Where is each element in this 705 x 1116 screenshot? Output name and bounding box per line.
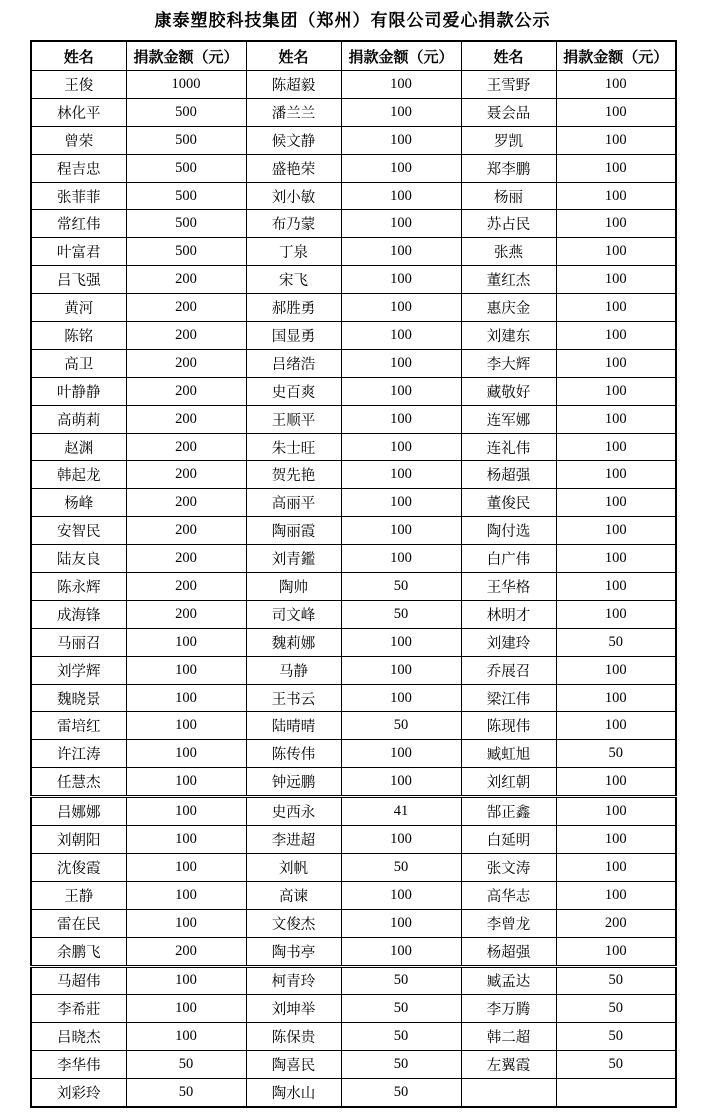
amount-cell: 1000 xyxy=(126,71,246,99)
table-row xyxy=(31,266,676,294)
name-cell: 吕绪浩 xyxy=(246,349,341,377)
name-cell: 臧虹旭 xyxy=(461,740,556,768)
amount-cell: 100 xyxy=(126,628,246,656)
table-row xyxy=(31,937,676,966)
donation-table-header xyxy=(31,41,676,71)
table-row xyxy=(31,182,676,210)
header-name-3: 姓名 xyxy=(461,41,556,71)
table-row xyxy=(31,966,676,995)
amount-cell: 200 xyxy=(126,545,246,573)
name-cell: 雷在民 xyxy=(31,909,126,937)
name-cell: 国显勇 xyxy=(246,322,341,350)
amount-cell: 100 xyxy=(341,294,461,322)
name-cell: 白广伟 xyxy=(461,545,556,573)
amount-cell: 50 xyxy=(341,712,461,740)
amount-cell: 100 xyxy=(556,826,676,854)
amount-cell: 100 xyxy=(556,98,676,126)
name-cell: 陶付选 xyxy=(461,517,556,545)
name-cell: 李华伟 xyxy=(31,1051,126,1079)
table-row xyxy=(31,712,676,740)
name-cell: 吕娜娜 xyxy=(31,797,126,826)
table-row xyxy=(31,1079,676,1107)
amount-cell: 100 xyxy=(126,684,246,712)
name-cell: 连礼伟 xyxy=(461,433,556,461)
name-cell: 郑李鹏 xyxy=(461,154,556,182)
name-cell: 杨丽 xyxy=(461,182,556,210)
name-cell: 潘兰兰 xyxy=(246,98,341,126)
name-cell: 魏莉娜 xyxy=(246,628,341,656)
amount-cell: 50 xyxy=(556,995,676,1023)
header-name-1: 姓名 xyxy=(31,41,126,71)
amount-cell: 50 xyxy=(556,1023,676,1051)
table-row xyxy=(31,461,676,489)
name-cell: 陈超毅 xyxy=(246,71,341,99)
header-name-2: 姓名 xyxy=(246,41,341,71)
table-row xyxy=(31,98,676,126)
amount-cell: 50 xyxy=(341,1023,461,1051)
name-cell: 刘红朝 xyxy=(461,768,556,797)
amount-cell: 100 xyxy=(556,712,676,740)
amount-cell: 100 xyxy=(126,656,246,684)
amount-cell: 100 xyxy=(341,377,461,405)
name-cell xyxy=(461,1079,556,1107)
name-cell: 赵渊 xyxy=(31,433,126,461)
amount-cell: 200 xyxy=(126,937,246,966)
donation-table xyxy=(30,40,677,1108)
amount-cell: 50 xyxy=(556,740,676,768)
name-cell: 刘坤举 xyxy=(246,995,341,1023)
name-cell: 藏敬好 xyxy=(461,377,556,405)
name-cell: 文俊杰 xyxy=(246,909,341,937)
name-cell: 李万腾 xyxy=(461,995,556,1023)
name-cell: 聂会品 xyxy=(461,98,556,126)
table-row xyxy=(31,881,676,909)
table-row xyxy=(31,826,676,854)
name-cell: 钟远鹏 xyxy=(246,768,341,797)
table-row xyxy=(31,656,676,684)
name-cell: 魏晓景 xyxy=(31,684,126,712)
name-cell: 林明才 xyxy=(461,600,556,628)
amount-cell: 200 xyxy=(126,489,246,517)
name-cell: 王顺平 xyxy=(246,405,341,433)
name-cell: 罗凯 xyxy=(461,126,556,154)
table-row xyxy=(31,909,676,937)
name-cell: 董俊民 xyxy=(461,489,556,517)
amount-cell: 100 xyxy=(556,322,676,350)
amount-cell: 100 xyxy=(126,909,246,937)
name-cell: 马超伟 xyxy=(31,966,126,995)
amount-cell: 100 xyxy=(556,461,676,489)
table-row xyxy=(31,768,676,797)
amount-cell: 50 xyxy=(341,995,461,1023)
amount-cell: 100 xyxy=(126,1023,246,1051)
amount-cell: 50 xyxy=(126,1051,246,1079)
name-cell: 杨峰 xyxy=(31,489,126,517)
amount-cell: 100 xyxy=(341,71,461,99)
amount-cell: 100 xyxy=(341,740,461,768)
amount-cell: 100 xyxy=(556,600,676,628)
amount-cell: 100 xyxy=(556,294,676,322)
name-cell: 林化平 xyxy=(31,98,126,126)
amount-cell: 100 xyxy=(556,182,676,210)
name-cell: 宋飞 xyxy=(246,266,341,294)
name-cell: 李大辉 xyxy=(461,349,556,377)
amount-cell: 100 xyxy=(341,881,461,909)
name-cell: 刘小敏 xyxy=(246,182,341,210)
name-cell: 陶帅 xyxy=(246,573,341,601)
page-title: 康泰塑胶科技集团（郑州）有限公司爱心捐款公示 xyxy=(154,11,551,30)
name-cell: 刘青鑑 xyxy=(246,545,341,573)
amount-cell: 200 xyxy=(126,433,246,461)
name-cell: 刘帆 xyxy=(246,853,341,881)
amount-cell: 100 xyxy=(126,995,246,1023)
amount-cell: 200 xyxy=(126,349,246,377)
amount-cell: 200 xyxy=(126,294,246,322)
amount-cell: 100 xyxy=(341,349,461,377)
table-row xyxy=(31,238,676,266)
amount-cell: 200 xyxy=(126,405,246,433)
table-row xyxy=(31,545,676,573)
table-row xyxy=(31,1051,676,1079)
amount-cell: 50 xyxy=(556,1051,676,1079)
name-cell: 郜正鑫 xyxy=(461,797,556,826)
name-cell: 刘建玲 xyxy=(461,628,556,656)
amount-cell xyxy=(556,1079,676,1107)
name-cell: 梁江伟 xyxy=(461,684,556,712)
name-cell: 常红伟 xyxy=(31,210,126,238)
amount-cell: 100 xyxy=(341,489,461,517)
amount-cell: 100 xyxy=(341,909,461,937)
header-row xyxy=(31,41,676,71)
amount-cell: 500 xyxy=(126,182,246,210)
table-row xyxy=(31,600,676,628)
amount-cell: 100 xyxy=(556,489,676,517)
table-row xyxy=(31,322,676,350)
amount-cell: 50 xyxy=(341,600,461,628)
name-cell: 杨超强 xyxy=(461,937,556,966)
table-row xyxy=(31,433,676,461)
amount-cell: 100 xyxy=(126,740,246,768)
amount-cell: 41 xyxy=(341,797,461,826)
amount-cell: 100 xyxy=(341,322,461,350)
amount-cell: 100 xyxy=(556,238,676,266)
donation-table-body xyxy=(31,71,676,1107)
name-cell: 陈现伟 xyxy=(461,712,556,740)
name-cell: 陶丽霞 xyxy=(246,517,341,545)
amount-cell: 100 xyxy=(556,210,676,238)
name-cell: 曾荣 xyxy=(31,126,126,154)
name-cell: 张菲菲 xyxy=(31,182,126,210)
amount-cell: 200 xyxy=(556,909,676,937)
amount-cell: 100 xyxy=(126,881,246,909)
name-cell: 沈俊霞 xyxy=(31,853,126,881)
amount-cell: 100 xyxy=(341,405,461,433)
amount-cell: 50 xyxy=(341,853,461,881)
amount-cell: 500 xyxy=(126,154,246,182)
name-cell: 朱士旺 xyxy=(246,433,341,461)
name-cell: 高华志 xyxy=(461,881,556,909)
table-row xyxy=(31,740,676,768)
name-cell: 马静 xyxy=(246,656,341,684)
amount-cell: 100 xyxy=(556,853,676,881)
name-cell: 陶书亭 xyxy=(246,937,341,966)
name-cell: 郝胜勇 xyxy=(246,294,341,322)
name-cell: 布乃蒙 xyxy=(246,210,341,238)
name-cell: 王书云 xyxy=(246,684,341,712)
amount-cell: 100 xyxy=(341,768,461,797)
name-cell: 刘朝阳 xyxy=(31,826,126,854)
amount-cell: 500 xyxy=(126,98,246,126)
table-row xyxy=(31,573,676,601)
name-cell: 许江涛 xyxy=(31,740,126,768)
name-cell: 程吉忠 xyxy=(31,154,126,182)
name-cell: 连军娜 xyxy=(461,405,556,433)
amount-cell: 100 xyxy=(556,797,676,826)
name-cell: 王华格 xyxy=(461,573,556,601)
name-cell: 陈保贵 xyxy=(246,1023,341,1051)
name-cell: 杨超强 xyxy=(461,461,556,489)
name-cell: 贺先艳 xyxy=(246,461,341,489)
amount-cell: 100 xyxy=(126,768,246,797)
table-row xyxy=(31,684,676,712)
table-row xyxy=(31,489,676,517)
amount-cell: 100 xyxy=(556,266,676,294)
table-row xyxy=(31,377,676,405)
amount-cell: 50 xyxy=(556,628,676,656)
amount-cell: 100 xyxy=(556,881,676,909)
name-cell: 余鹏飞 xyxy=(31,937,126,966)
amount-cell: 100 xyxy=(556,433,676,461)
name-cell: 白延明 xyxy=(461,826,556,854)
name-cell: 韩起龙 xyxy=(31,461,126,489)
amount-cell: 100 xyxy=(341,461,461,489)
name-cell: 刘建东 xyxy=(461,322,556,350)
amount-cell: 100 xyxy=(341,98,461,126)
name-cell: 李进超 xyxy=(246,826,341,854)
name-cell: 候文静 xyxy=(246,126,341,154)
amount-cell: 100 xyxy=(341,154,461,182)
name-cell: 王俊 xyxy=(31,71,126,99)
amount-cell: 500 xyxy=(126,210,246,238)
amount-cell: 200 xyxy=(126,517,246,545)
amount-cell: 100 xyxy=(341,210,461,238)
table-row xyxy=(31,349,676,377)
amount-cell: 100 xyxy=(556,937,676,966)
name-cell: 陶水山 xyxy=(246,1079,341,1107)
amount-cell: 100 xyxy=(556,154,676,182)
name-cell: 吕晓杰 xyxy=(31,1023,126,1051)
name-cell: 史百爽 xyxy=(246,377,341,405)
name-cell: 陶喜民 xyxy=(246,1051,341,1079)
amount-cell: 100 xyxy=(341,826,461,854)
name-cell: 陈铭 xyxy=(31,322,126,350)
amount-cell: 100 xyxy=(126,797,246,826)
amount-cell: 100 xyxy=(556,656,676,684)
name-cell: 柯青玲 xyxy=(246,966,341,995)
table-row xyxy=(31,154,676,182)
table-row xyxy=(31,294,676,322)
name-cell: 成海锋 xyxy=(31,600,126,628)
amount-cell: 50 xyxy=(126,1079,246,1107)
amount-cell: 100 xyxy=(341,545,461,573)
amount-cell: 100 xyxy=(341,238,461,266)
amount-cell: 100 xyxy=(126,853,246,881)
name-cell: 惠庆金 xyxy=(461,294,556,322)
name-cell: 韩二超 xyxy=(461,1023,556,1051)
name-cell: 吕飞强 xyxy=(31,266,126,294)
amount-cell: 500 xyxy=(126,238,246,266)
name-cell: 张燕 xyxy=(461,238,556,266)
amount-cell: 50 xyxy=(341,966,461,995)
table-row xyxy=(31,126,676,154)
amount-cell: 100 xyxy=(341,656,461,684)
name-cell: 苏占民 xyxy=(461,210,556,238)
name-cell: 盛艳荣 xyxy=(246,154,341,182)
amount-cell: 100 xyxy=(556,684,676,712)
amount-cell: 100 xyxy=(556,545,676,573)
amount-cell: 100 xyxy=(341,628,461,656)
amount-cell: 100 xyxy=(341,182,461,210)
amount-cell: 100 xyxy=(341,433,461,461)
name-cell: 叶静静 xyxy=(31,377,126,405)
name-cell: 叶富君 xyxy=(31,238,126,266)
name-cell: 丁泉 xyxy=(246,238,341,266)
amount-cell: 200 xyxy=(126,322,246,350)
amount-cell: 100 xyxy=(556,517,676,545)
amount-cell: 500 xyxy=(126,126,246,154)
table-row xyxy=(31,517,676,545)
name-cell: 董红杰 xyxy=(461,266,556,294)
name-cell: 王雪野 xyxy=(461,71,556,99)
name-cell: 陈传伟 xyxy=(246,740,341,768)
name-cell: 陈永辉 xyxy=(31,573,126,601)
amount-cell: 50 xyxy=(341,573,461,601)
name-cell: 乔展召 xyxy=(461,656,556,684)
amount-cell: 100 xyxy=(556,126,676,154)
amount-cell: 100 xyxy=(556,768,676,797)
amount-cell: 200 xyxy=(126,266,246,294)
table-row xyxy=(31,853,676,881)
amount-cell: 100 xyxy=(341,684,461,712)
table-row xyxy=(31,1023,676,1051)
table-row xyxy=(31,71,676,99)
amount-cell: 50 xyxy=(341,1079,461,1107)
amount-cell: 50 xyxy=(556,966,676,995)
amount-cell: 100 xyxy=(341,266,461,294)
name-cell: 史西永 xyxy=(246,797,341,826)
amount-cell: 100 xyxy=(341,517,461,545)
header-amount-1: 捐款金额（元） xyxy=(126,41,246,71)
amount-cell: 200 xyxy=(126,377,246,405)
name-cell: 高卫 xyxy=(31,349,126,377)
name-cell: 高丽平 xyxy=(246,489,341,517)
amount-cell: 100 xyxy=(126,826,246,854)
amount-cell: 100 xyxy=(556,405,676,433)
name-cell: 任慧杰 xyxy=(31,768,126,797)
name-cell: 安智民 xyxy=(31,517,126,545)
name-cell: 王静 xyxy=(31,881,126,909)
name-cell: 陆晴晴 xyxy=(246,712,341,740)
table-row xyxy=(31,995,676,1023)
header-amount-3: 捐款金额（元） xyxy=(556,41,676,71)
amount-cell: 100 xyxy=(556,71,676,99)
name-cell: 司文峰 xyxy=(246,600,341,628)
table-row xyxy=(31,628,676,656)
amount-cell: 100 xyxy=(126,966,246,995)
name-cell: 李曾龙 xyxy=(461,909,556,937)
amount-cell: 200 xyxy=(126,600,246,628)
amount-cell: 100 xyxy=(341,937,461,966)
table-row xyxy=(31,797,676,826)
name-cell: 刘彩玲 xyxy=(31,1079,126,1107)
amount-cell: 200 xyxy=(126,573,246,601)
table-row xyxy=(31,210,676,238)
amount-cell: 100 xyxy=(556,573,676,601)
name-cell: 高萌莉 xyxy=(31,405,126,433)
name-cell: 黄河 xyxy=(31,294,126,322)
name-cell: 马丽召 xyxy=(31,628,126,656)
name-cell: 张文涛 xyxy=(461,853,556,881)
name-cell: 高谏 xyxy=(246,881,341,909)
name-cell: 陆友良 xyxy=(31,545,126,573)
amount-cell: 100 xyxy=(556,349,676,377)
amount-cell: 100 xyxy=(126,712,246,740)
header-amount-2: 捐款金额（元） xyxy=(341,41,461,71)
name-cell: 雷培红 xyxy=(31,712,126,740)
name-cell: 李希莊 xyxy=(31,995,126,1023)
name-cell: 臧孟达 xyxy=(461,966,556,995)
name-cell: 左翼霞 xyxy=(461,1051,556,1079)
amount-cell: 100 xyxy=(556,377,676,405)
amount-cell: 50 xyxy=(341,1051,461,1079)
amount-cell: 200 xyxy=(126,461,246,489)
name-cell: 刘学辉 xyxy=(31,656,126,684)
table-row xyxy=(31,405,676,433)
amount-cell: 100 xyxy=(341,126,461,154)
